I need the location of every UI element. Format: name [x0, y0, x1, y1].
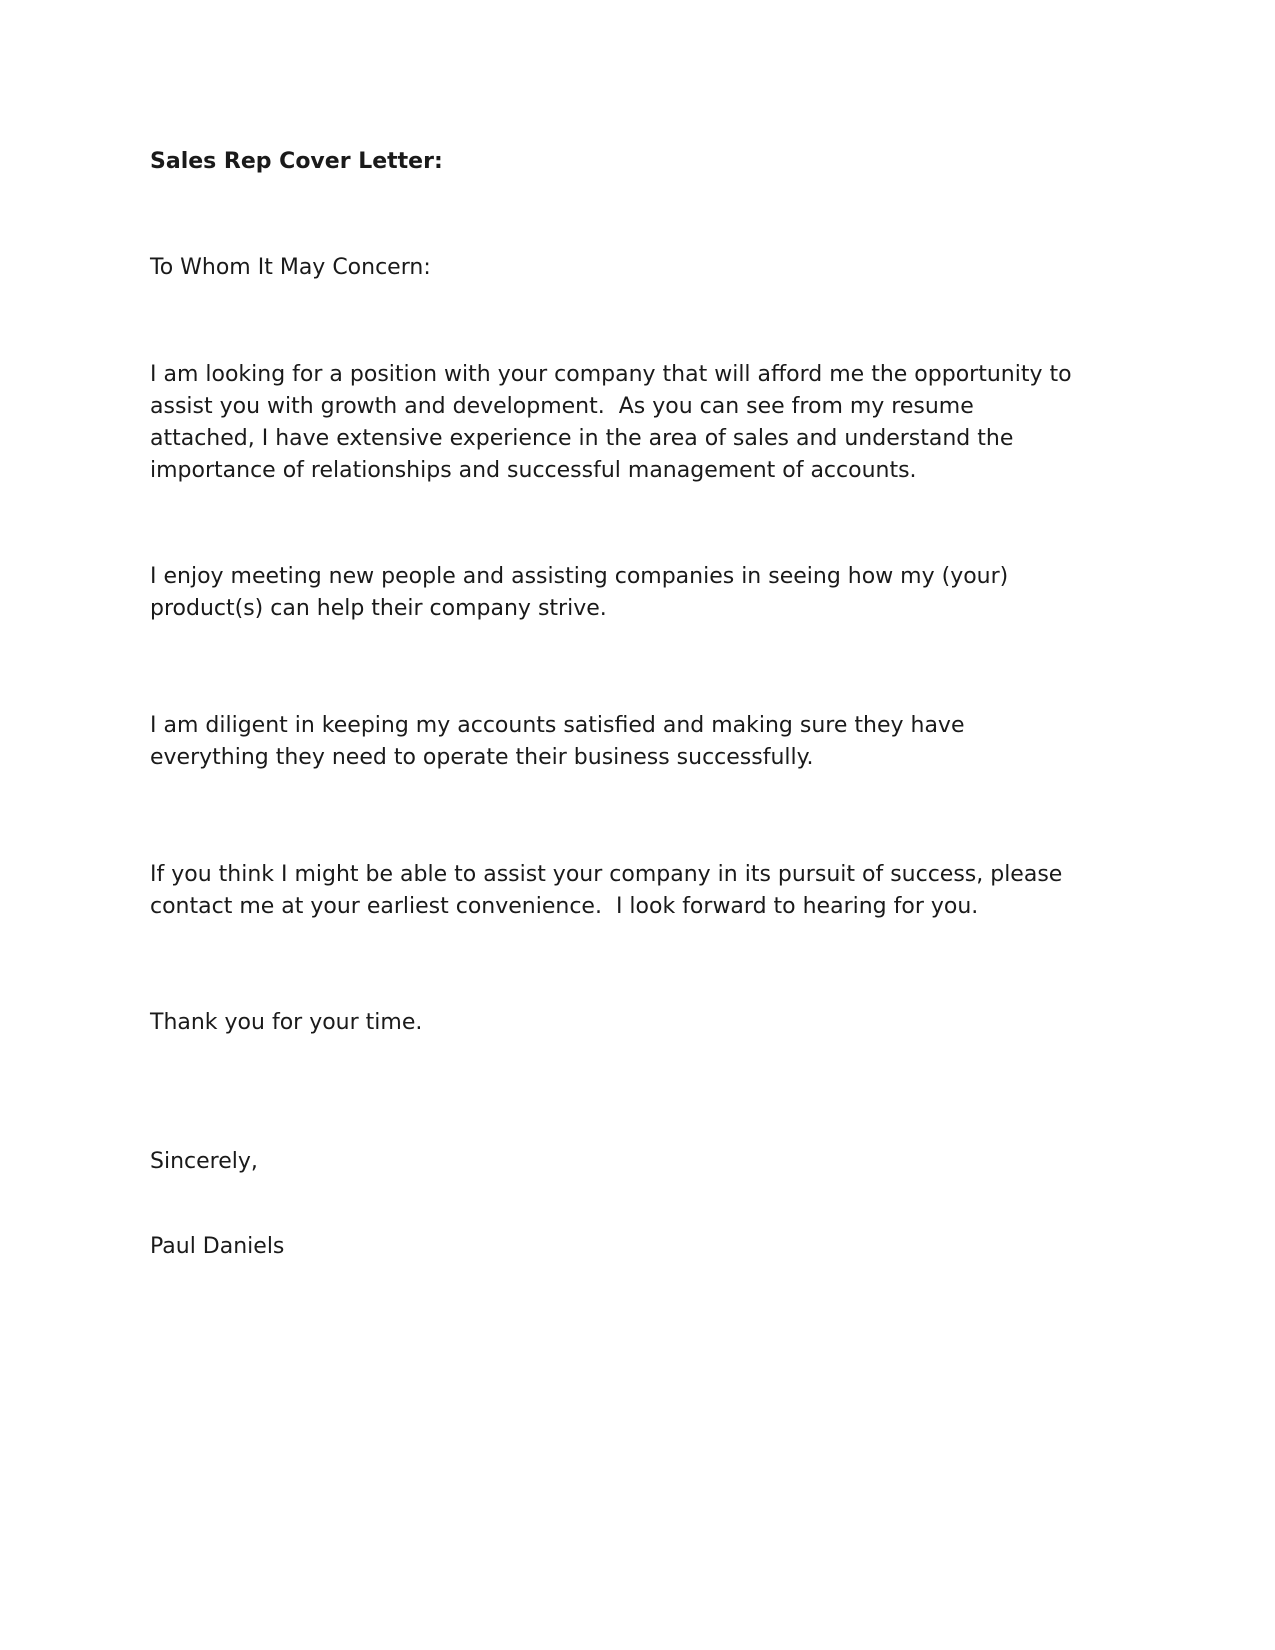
paragraph-line: I enjoy meeting new people and assisting companies in seeing how my (your): [150, 564, 1009, 589]
letter-title: Sales Rep Cover Letter:: [150, 149, 443, 174]
paragraph-line: contact me at your earliest convenience. I look forward to hearing for you.: [150, 894, 979, 919]
paragraph-line: product(s) can help their company strive.: [150, 596, 607, 621]
salutation: To Whom It May Concern:: [150, 255, 431, 280]
paragraph-line: importance of relationships and successful management of accounts.: [150, 458, 917, 483]
closing: Sincerely,: [150, 1149, 258, 1174]
paragraph-1: [150, 359, 1072, 487]
paragraph-line: everything they need to operate their business successfully.: [150, 745, 814, 770]
paragraph-2: [150, 561, 1008, 625]
paragraph-line: I am diligent in keeping my accounts satisfied and making sure they have: [150, 713, 965, 738]
paragraph-line: If you think I might be able to assist your company in its pursuit of success, please: [150, 862, 1063, 887]
paragraph-line: attached, I have extensive experience in the area of sales and understand the: [150, 426, 1014, 451]
thanks-line: Thank you for your time.: [150, 1010, 423, 1035]
signature-name: Paul Daniels: [150, 1234, 285, 1259]
paragraph-line: I am looking for a position with your company that will afford me the opportunity to: [150, 362, 1072, 387]
paragraph-line: assist you with growth and development. As you can see from my resume: [150, 394, 974, 419]
paragraph-3: [150, 710, 964, 774]
paragraph-4: [150, 859, 1062, 923]
